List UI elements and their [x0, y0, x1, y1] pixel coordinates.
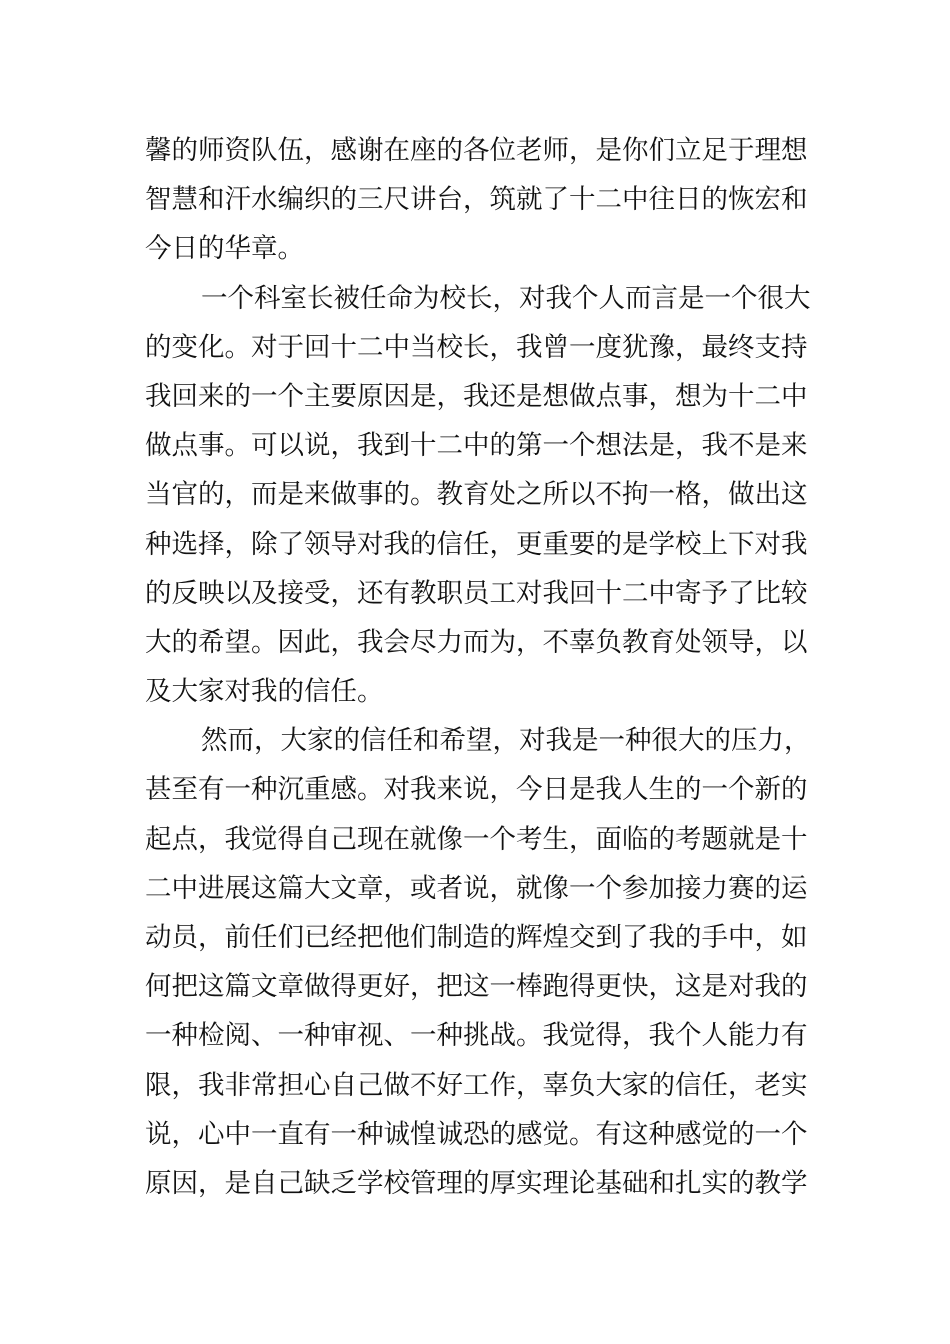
text-line: 大的希望。因此，我会尽力而为，不辜负教育处领导，以	[145, 626, 808, 658]
text-line: 智慧和汗水编织的三尺讲台，筑就了十二中往日的恢宏和	[145, 184, 808, 216]
text-line: 起点，我觉得自己现在就像一个考生，面临的考题就是十	[145, 823, 808, 855]
text-line: 二中进展这篇大文章，或者说，就像一个参加接力赛的运	[145, 872, 808, 904]
text-line: 种选择，除了领导对我的信任，更重要的是学校上下对我	[145, 528, 808, 560]
text-line: 我回来的一个主要原因是，我还是想做点事，想为十二中	[145, 380, 808, 412]
text-line: 何把这篇文章做得更好，把这一棒跑得更快，这是对我的	[145, 971, 808, 1003]
text-line: 的变化。对于回十二中当校长，我曾一度犹豫，最终支持	[145, 331, 808, 363]
text-line: 甚至有一种沉重感。对我来说，今日是我人生的一个新的	[145, 774, 808, 806]
text-line: 限，我非常担心自己做不好工作，辜负大家的信任，老实	[145, 1069, 808, 1101]
text-line: 当官的，而是来做事的。教育处之所以不拘一格，做出这	[145, 479, 808, 511]
text-line: 今日的华章。	[145, 233, 304, 265]
body-text	[145, 126, 811, 1208]
text-line: 动员，前任们已经把他们制造的辉煌交到了我的手中，如	[145, 922, 808, 953]
text-line: 做点事。可以说，我到十二中的第一个想法是，我不是来	[145, 430, 808, 462]
text-line: 原因，是自己缺乏学校管理的厚实理论基础和扎实的教学	[145, 1167, 808, 1199]
paragraph-start-line: 然而，大家的信任和希望，对我是一种很大的压力，	[201, 725, 811, 757]
text-line: 说，心中一直有一种诚惶诚恐的感觉。有这种感觉的一个	[145, 1118, 808, 1150]
text-line: 一种检阅、一种审视、一种挑战。我觉得，我个人能力有	[145, 1020, 808, 1052]
text-line: 的反映以及接受，还有教职员工对我回十二中寄予了比较	[145, 577, 808, 609]
text-line: 及大家对我的信任。	[145, 676, 384, 708]
text-line: 馨的师资队伍，感谢在座的各位老师，是你们立足于理想	[145, 135, 808, 166]
paragraph-start-line: 一个科室长被任命为校长，对我个人而言是一个很大	[201, 282, 811, 314]
